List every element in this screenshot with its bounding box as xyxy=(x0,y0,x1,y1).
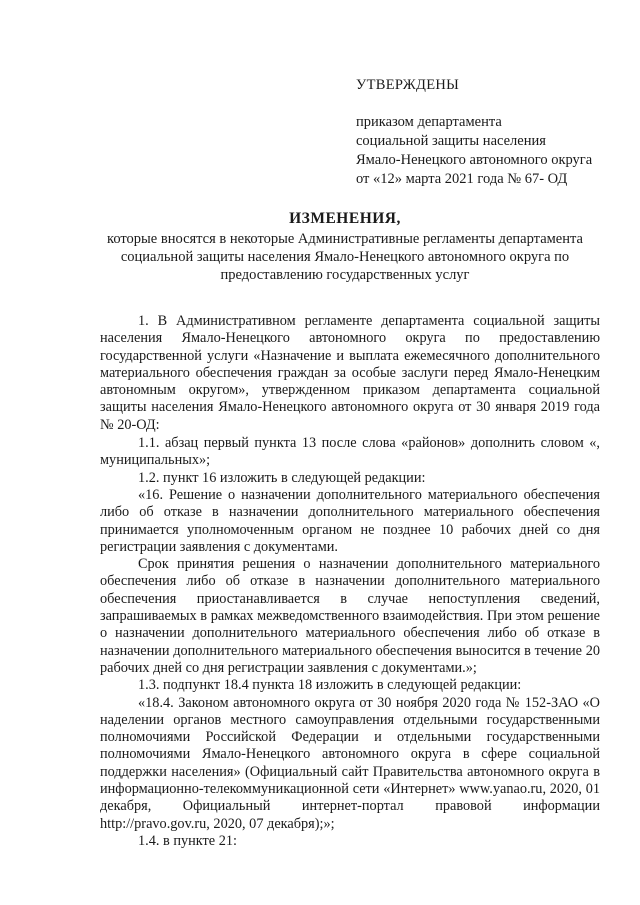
approval-block xyxy=(356,76,616,189)
approval-line-4: от «12» марта 2021 года № 67- ОД xyxy=(356,171,568,187)
approval-line-2: социальной защиты населения xyxy=(356,133,546,149)
paragraph-16-quote: «16. Решение о назначении дополнительного материального обеспечения либо об отказе в назначении дополнительного материального обеспечения принимается уполномоченным органом не позднее 10 рабочих дней со дня регистрации заявления с документами. xyxy=(100,486,600,555)
paragraph-1: 1. В Административном регламенте департамента социальной защиты населения Ямало-Ненецкого автономного округа по предоставлению государственной услуги «Назначение и выплата ежемесячного дополнительного материального обеспечения граждан за особые заслуги перед Ямало-Ненецким автономным округом», утвержденном приказом департамента социальной защиты населения Ямало-Ненецкого автономного округа от 30 января 2019 года № 20-ОД: xyxy=(100,313,600,433)
paragraph-1-1: 1.1. абзац первый пункта 13 после слова «районов» дополнить словом «, муниципальных»; xyxy=(100,435,600,469)
paragraph-1-2: 1.2. пункт 16 изложить в следующей редакции: xyxy=(138,469,426,486)
document-body xyxy=(100,313,600,850)
approval-line-3: Ямало-Ненецкого автономного округа xyxy=(356,152,593,168)
document-heading xyxy=(100,210,590,284)
paragraph-16-term: Срок принятия решения о назначении дополнительного материального обеспечения либо об отказе в назначении дополнительного материального обеспечения приостанавливается в случае непоступления сведений, запрашиваемых в рамках межведомственного взаимодействия. При этом решение о назначении дополнительного материального обеспечения либо об отказе в назначении дополнительного материального обеспечения выносится в течение 20 рабочих дней со дня регистрации заявления с документами.»; xyxy=(100,556,600,676)
approval-title: УТВЕРЖДЕНЫ xyxy=(356,77,460,93)
approval-line-1: приказом департамента xyxy=(356,114,502,130)
paragraph-1-3: 1.3. подпункт 18.4 пункта 18 изложить в следующей редакции: xyxy=(138,677,522,694)
paragraph-1-4: 1.4. в пункте 21: xyxy=(138,832,237,849)
heading-title: ИЗМЕНЕНИЯ, xyxy=(289,210,401,227)
heading-subtitle: которые вносятся в некоторые Административные регламенты департамента социальной защиты населения Ямало-Ненецкого автономного округа по предоставлению государственных услуг xyxy=(107,231,583,283)
paragraph-18-4-quote: «18.4. Законом автономного округа от 30 ноября 2020 года № 152-ЗАО «О наделении органов местного самоуправления отдельными государственными полномочиями Российской Федерации и отдельными государственными полномочиями Ямало-Ненецкого автономного округа в сфере социальной поддержки населения» (Официальный сайт Правительства автономного округа в информационно-телекоммуникационной сети «Интернет» www.yanao.ru, 2020, 01 декабря, Официальный интернет-портал правовой информации http://pravo.gov.ru, 2020, 07 декабря);»; xyxy=(100,694,600,832)
